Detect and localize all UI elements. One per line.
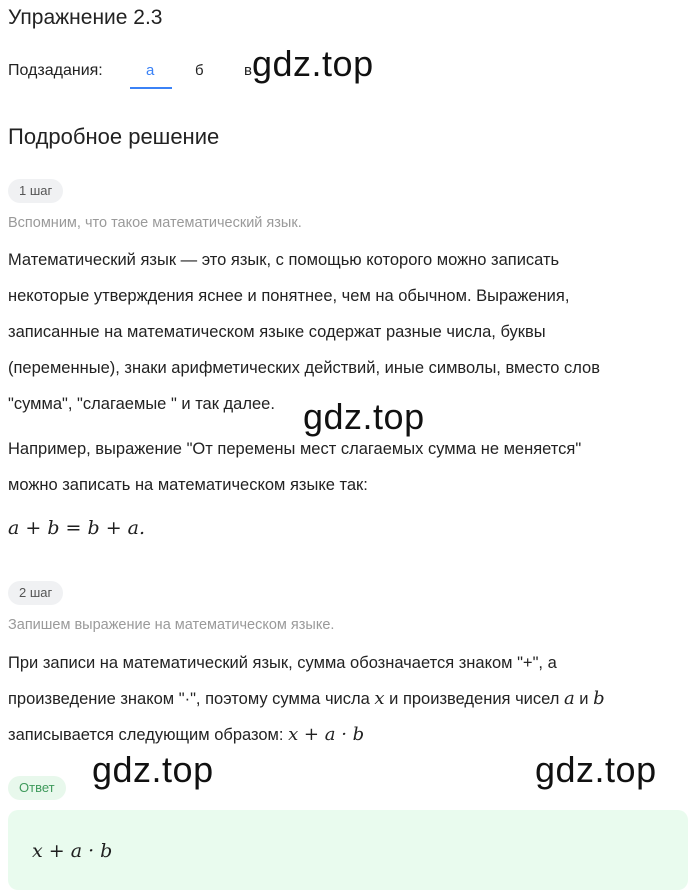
subtask-tab-a[interactable]: а [146,62,155,79]
answer-badge: Ответ [8,776,66,800]
watermark: gdz.top [303,396,425,437]
step-2-hint: Запишем выражение на математическом языке. [8,617,335,633]
step-1-paragraph-2: Например, выражение "От перемены мест слагаемых сумма не меняется" можно записать на математическом языке так: [8,440,582,494]
subtask-tab-b[interactable]: б [195,62,204,79]
subtask-tab-v[interactable]: в [244,62,252,79]
watermark: gdz.top [92,749,214,790]
solution-heading: Подробное решение [8,124,220,149]
var-x: x [374,688,385,709]
step-1-paragraph-1: Математический язык — это язык, с помощью которого можно записать некоторые утверждения яснее и понятнее, чем на обычном. Выражения, записанные на математическом языке содержат разные числа, буквы (переменные), знаки арифметических действий, иные символы, вместо слов "сумма", "слагаемые " и так далее. [8,251,600,413]
var-a: a [563,688,575,709]
step-1-formula: a + b = b + a. [8,517,146,539]
subtasks-label: Подзадания: [8,62,103,79]
watermark: gdz.top [252,43,374,84]
active-tab-indicator [130,87,172,89]
step-2-paragraph: При записи на математический язык, сумма обозначается знаком "+", а произведение знаком "·", поэтому сумма числа x и произведения чисел a и b записывается следующим образом: x + a · b [8,654,605,745]
step-2-formula: x + a · b [288,724,365,745]
watermark: gdz.top [535,749,657,790]
page-title: Упражнение 2.3 [8,6,163,29]
answer-box [8,810,688,890]
answer-formula: x + a · b [32,840,113,862]
step-1-hint: Вспомним, что такое математический язык. [8,215,302,231]
step-1-badge: 1 шаг [8,179,63,203]
step-2-badge: 2 шаг [8,581,63,605]
var-b: b [593,688,605,709]
